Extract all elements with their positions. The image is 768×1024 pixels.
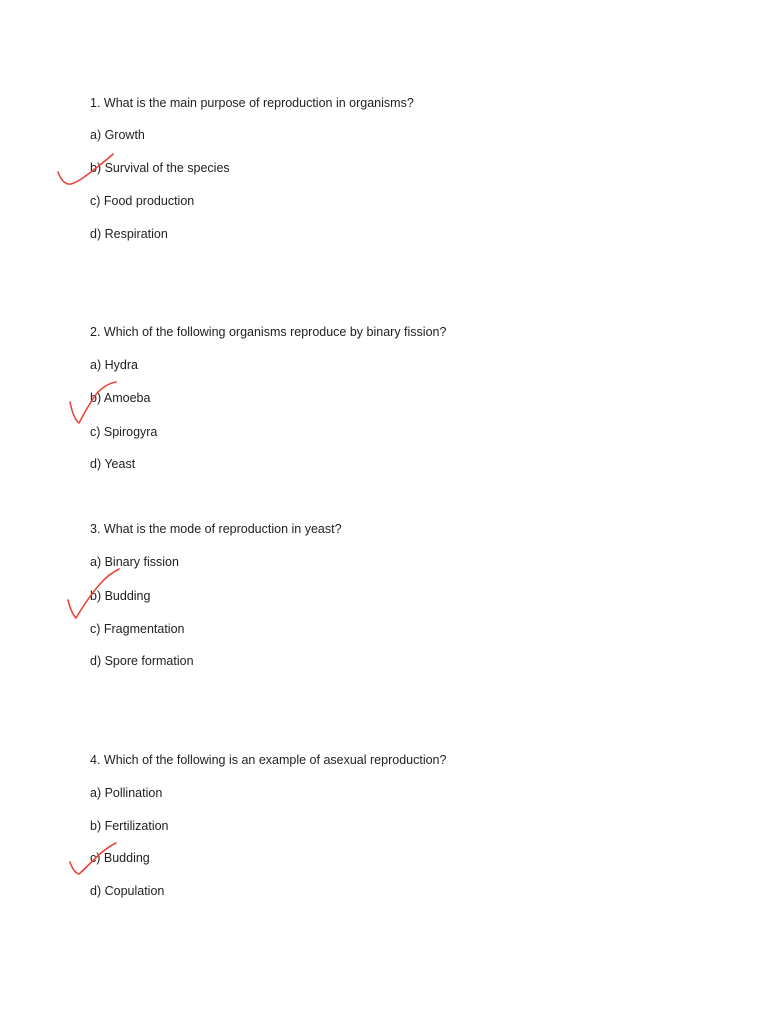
question-4-prompt: 4. Which of the following is an example of asexual reproduction?: [90, 753, 447, 767]
question-2-option-b: b) Amoeba: [90, 391, 151, 405]
question-4-option-c: c) Budding: [90, 851, 150, 865]
checkmark-icon: [55, 150, 119, 192]
question-3-option-b: b) Budding: [90, 589, 151, 603]
question-1-prompt: 1. What is the main purpose of reproduction in organisms?: [90, 96, 414, 110]
question-1-option-a: a) Growth: [90, 128, 145, 142]
question-2-option-d: d) Yeast: [90, 457, 136, 471]
checkmark-icon: [66, 838, 122, 880]
question-4-option-b: b) Fertilization: [90, 819, 169, 833]
question-3-option-a: a) Binary fission: [90, 555, 179, 569]
question-2-option-a: a) Hydra: [90, 358, 138, 372]
question-1-option-c: c) Food production: [90, 194, 195, 208]
question-3-prompt: 3. What is the mode of reproduction in yeast?: [90, 522, 342, 536]
question-1-option-b: b) Survival of the species: [90, 161, 230, 175]
question-3-option-c: c) Fragmentation: [90, 622, 185, 636]
question-2-option-c: c) Spirogyra: [90, 425, 158, 439]
question-2-prompt: 2. Which of the following organisms reproduce by binary fission?: [90, 325, 447, 339]
checkmark-icon: [66, 378, 122, 428]
question-4-option-d: d) Copulation: [90, 884, 165, 898]
question-3-option-d: d) Spore formation: [90, 654, 194, 668]
question-4-option-a: a) Pollination: [90, 786, 163, 800]
checkmark-icon: [64, 566, 126, 622]
question-1-option-d: d) Respiration: [90, 227, 168, 241]
